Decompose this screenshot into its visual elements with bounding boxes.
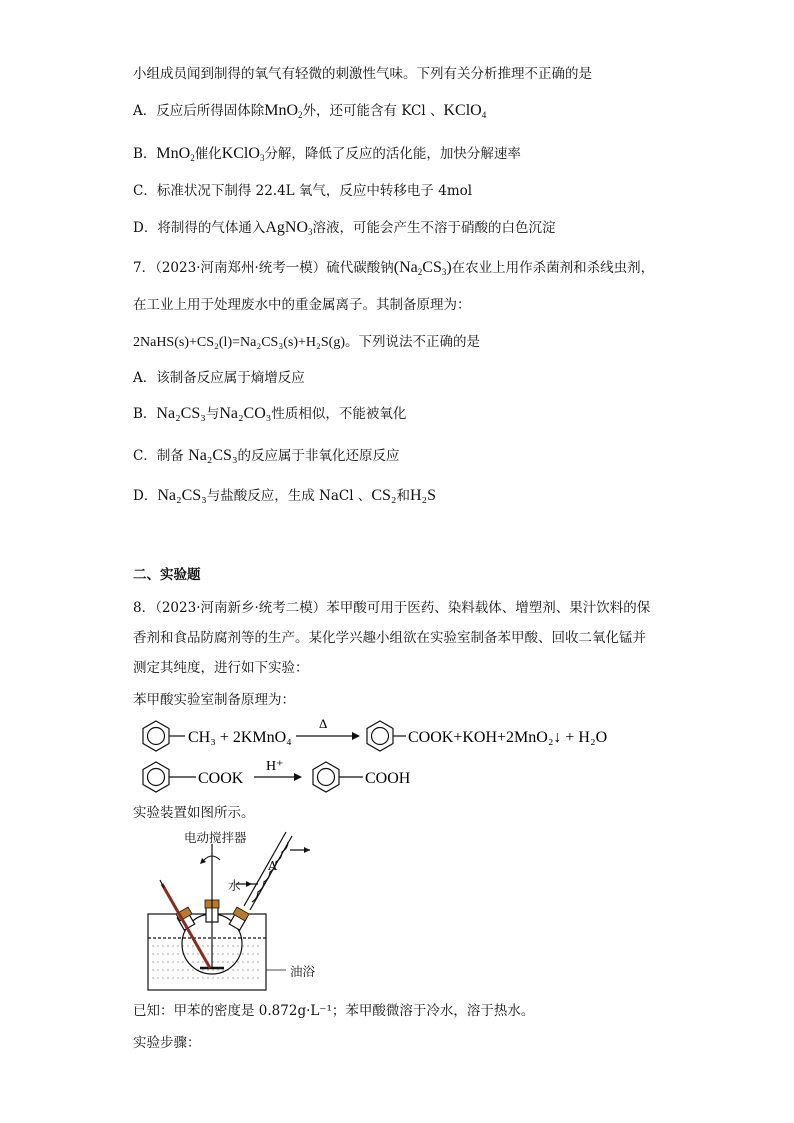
q6-option-c[interactable]: C．标准状况下制得 22.4L 氧气，反应中转移电子 4mol [133, 183, 473, 199]
formula: KClO$_3$ [221, 145, 265, 163]
q7-option-b[interactable]: B．Na₂CS₃与Na₂CO₃性质相似，不能被氧化 [133, 405, 407, 422]
oil-bath-label: 油浴 [290, 964, 316, 979]
arrow-right-icon [296, 732, 360, 740]
q6-option-b[interactable]: B．MnO$_2$催化KClO$_3$分解，降低了反应的活化能，加快分解速率 [133, 145, 521, 163]
equation: 2NaHS(s)+CS₂(l)=Na₂CS₃(s)+H₂S(g) [133, 335, 345, 350]
apparatus-figure [140, 822, 370, 998]
water-label: 水 [228, 878, 241, 893]
reaction-1-graphic [128, 716, 648, 756]
q7-option-d[interactable]: D．Na₂CS₃与盐酸反应，生成 NaCl 、CS₂和H₂S [133, 487, 436, 504]
product: COOH [365, 770, 411, 787]
benzene-ring-icon [367, 721, 393, 751]
water-out-arrow-icon [304, 847, 310, 853]
condition: H⁺ [266, 759, 284, 774]
known-info: 已知：甲苯的密度是 0.872g·L⁻¹；苯甲酸微溶于冷水，溶于热水。 [133, 1003, 535, 1019]
steps-heading: 实验步骤： [133, 1035, 201, 1051]
formula: $(Na_2CS_3)$ [393, 259, 452, 277]
benzene-ring-icon [143, 721, 169, 751]
formula: Na₂CS₃ [156, 405, 206, 422]
q6-option-d[interactable]: D．将制得的气体通入AgNO$_3$溶液，可能会产生不溶于硝酸的白色沉淀 [133, 219, 556, 237]
stirrer-label: 电动搅拌器 [184, 830, 247, 845]
formula: MnO$_2$ [264, 102, 303, 120]
formula: Na₂CS₃ [188, 447, 238, 464]
q7-equation-line: 2NaHS(s)+CS₂(l)=Na₂CS₃(s)+H₂S(g)。下列说法不正确的是 [133, 334, 480, 350]
formula: KClO$_4$ [443, 102, 487, 120]
reaction-2-graphic [128, 757, 448, 797]
q6-option-a[interactable] [133, 101, 486, 125]
section-heading: 二、实验题 [133, 567, 201, 583]
q8-stem-line3: 测定其纯度，进行如下实验： [133, 660, 309, 676]
reagents: CH₃ + 2KMnO₄ [188, 729, 292, 746]
q7-stem-line2: 在工业上用于处理废水中的重金属离子。其制备原理为： [133, 297, 471, 313]
q7-option-c[interactable]: C．制备 Na₂CS₃的反应属于非氧化还原反应 [133, 447, 400, 464]
apparatus-diagram [140, 822, 370, 994]
arrow-right-icon [254, 773, 302, 781]
outlet-a-label: A [268, 858, 278, 873]
formula: CS₂ [371, 487, 397, 504]
formula: Na₂CO₃ [219, 405, 272, 422]
water-in-arrow-icon [246, 881, 252, 887]
thermometer [160, 880, 210, 968]
apparatus-intro: 实验装置如图所示。 [133, 805, 255, 821]
oil-bath [148, 914, 266, 990]
q6-stem-tail: 小组成员闻到制得的氧气有轻微的刺激性气味。下列有关分析推理不正确的是 [133, 66, 592, 82]
products: COOK+KOH+2MnO₂↓ + H₂O [408, 729, 608, 746]
option-text: 外，还可能含有 KCl 、 [302, 103, 444, 119]
formula: AgNO$_3$ [265, 219, 313, 237]
principle-intro: 苯甲酸实验室制备原理为： [133, 692, 295, 708]
benzene-ring-icon [143, 762, 169, 792]
formula: Na₂CS₃ [157, 487, 207, 504]
reaction-2 [128, 757, 448, 801]
option-text: A．反应后所得固体除 [133, 103, 265, 119]
formula: MnO$_2$ [156, 145, 195, 163]
q8-stem-line2: 香剂和食品防腐剂等的生产。某化学兴趣小组欲在实验室制备苯甲酸、回收二氧化锰并 [133, 630, 646, 646]
q7-option-a[interactable]: A．该制备反应属于熵增反应 [133, 370, 305, 386]
reaction-1 [128, 716, 648, 760]
condition: Δ [319, 716, 328, 731]
formula: H₂S [409, 487, 436, 504]
q7-stem-line1: 7．（2023·河南郑州·统考一模）硫代碳酸钠$(Na_2CS_3)$在农业上用作杀菌剂和杀线虫剂， [133, 259, 655, 277]
q8-stem-line1: 8．（2023·河南新乡·统考二模）苯甲酸可用于医药、染料载体、增塑剂、果汁饮料的保 [133, 600, 651, 616]
benzene-ring-icon [313, 762, 339, 792]
reagent: COOK [198, 770, 244, 787]
